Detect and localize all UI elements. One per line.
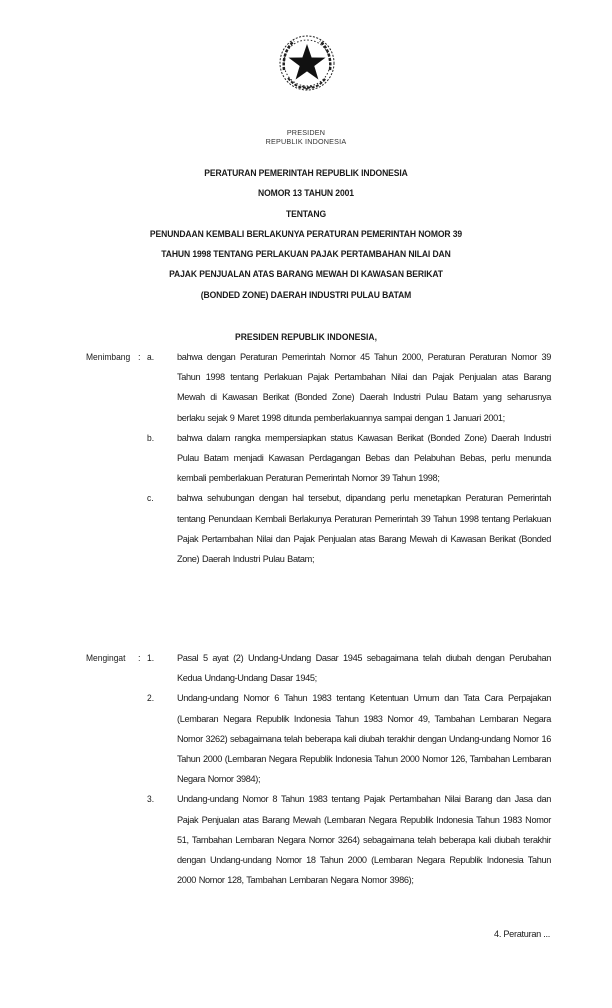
item-marker: a. [147,352,155,362]
item-text: Undang-undang Nomor 8 Tahun 1983 tentang Pajak Pertambahan Nilai Barang dan Jasa dan Pajak Penjualan atas Barang Mewah (Lembaran Negara Republik Indonesia Tahun 1983 Nomor 51, Tambahan Lembaran Negara Nomor 3264) sebagaimana telah beberapa kali diubah terakhir dengan Undang-undang Nomor 18 Tahun 2000 (Lembaran Negara Republik Indonesia Tahun 2000 Nomor 128, Tambahan Lembaran Negara Nomor 3986); [177,794,551,886]
section-colon: : [138,653,141,663]
item-text: bahwa sehubungan dengan hal tersebut, dipandang perlu menetapkan Peraturan Pemerintah tentang Penundaan Kembali Berlakunya Peraturan Pemerintah 39 Tahun 1998 tentang Perlakuan Pajak Pertambahan Nilai dan Pajak Penjualan atas Barang Mewah di Kawasan Berikat (Bonded Zone) Daerah Industri Pulau Batam; [177,493,551,565]
item-text: bahwa dengan Peraturan Pemerintah Nomor 45 Tahun 2000, Peraturan Peraturan Nomor 39 Tahun 1998 tentang Perlakuan Pajak Pertambahan Nilai dan Pajak Penjualan atas Barang Mewah di Kawasan Berikat (Bonded Zone) Daerah Industri Pulau Batam yang seharusnya berlaku sejak 9 Maret 1998 ditunda pemberlakuannya sampai dengan 1 Januari 2001; [177,352,551,423]
title-line: PENUNDAAN KEMBALI BERLAKUNYA PERATURAN PEMERINTAH NOMOR 39 [149,228,463,239]
title-line: (BONDED ZONE) DAERAH INDUSTRI PULAU BATAM [200,289,412,300]
section-menimbang [0,347,612,569]
item-marker: 3. [147,794,155,805]
item-text: bahwa dalam rangka mempersiapkan status Kawasan Berikat (Bonded Zone) Daerah Industri Pulau Batam menjadi Kawasan Perdagangan Bebas dan Pelabuhan Bebas, perlu menunda kembali pemberlakuan Peraturan Pemerintah Nomor 39 Tahun 1998; [177,432,551,484]
page-continuation: 4. Peraturan ... [494,929,550,939]
item-marker: c. [147,493,154,504]
section-colon: : [138,352,141,362]
list-item [0,688,612,789]
title-line: TENTANG [285,208,327,219]
list-item [0,428,612,489]
list-item [0,488,612,569]
title-line: PERATURAN PEMERINTAH REPUBLIK INDONESIA [204,168,408,178]
item-marker: 2. [147,693,155,704]
item-marker: 1. [147,653,155,663]
section-label: Mengingat [86,653,126,663]
emblem-caption-republik: REPUBLIK INDONESIA [265,137,347,146]
garuda-star-emblem-icon [276,32,338,94]
list-item [0,789,612,890]
title-line: PAJAK PENJUALAN ATAS BARANG MEWAH DI KAWASAN BERIKAT [169,269,443,280]
list-item [0,648,612,688]
president-heading: PRESIDEN REPUBLIK INDONESIA, [235,332,377,342]
item-text: Undang-undang Nomor 6 Tahun 1983 tentang Ketentuan Umum dan Tata Cara Perpajakan (Lembaran Negara Republik Indonesia Tahun 1983 Nomor 49, Tambahan Lembaran Negara Nomor 3262) sebagaimana telah beberapa kali diubah terakhir dengan Undang-undang Nomor 16 Tahun 2000 (Lembaran Negara Republik Indonesia Tahun 2000 Nomor 126, Tambahan Lembaran Negara Nomor 3984); [177,693,551,785]
item-text: Pasal 5 ayat (2) Undang-Undang Dasar 1945 sebagaimana telah diubah dengan Perubahan Kedua Undang-Undang Dasar 1945; [177,653,551,684]
list-item [0,347,612,428]
title-line: TAHUN 1998 TENTANG PERLAKUAN PAJAK PERTAMBAHAN NILAI DAN [161,249,451,260]
title-line: NOMOR 13 TAHUN 2001 [258,188,354,199]
item-marker: b. [147,432,155,443]
section-label: Menimbang [86,352,131,362]
section-mengingat [0,648,612,890]
emblem-caption-presiden: PRESIDEN [286,128,326,137]
document-title [0,163,612,305]
